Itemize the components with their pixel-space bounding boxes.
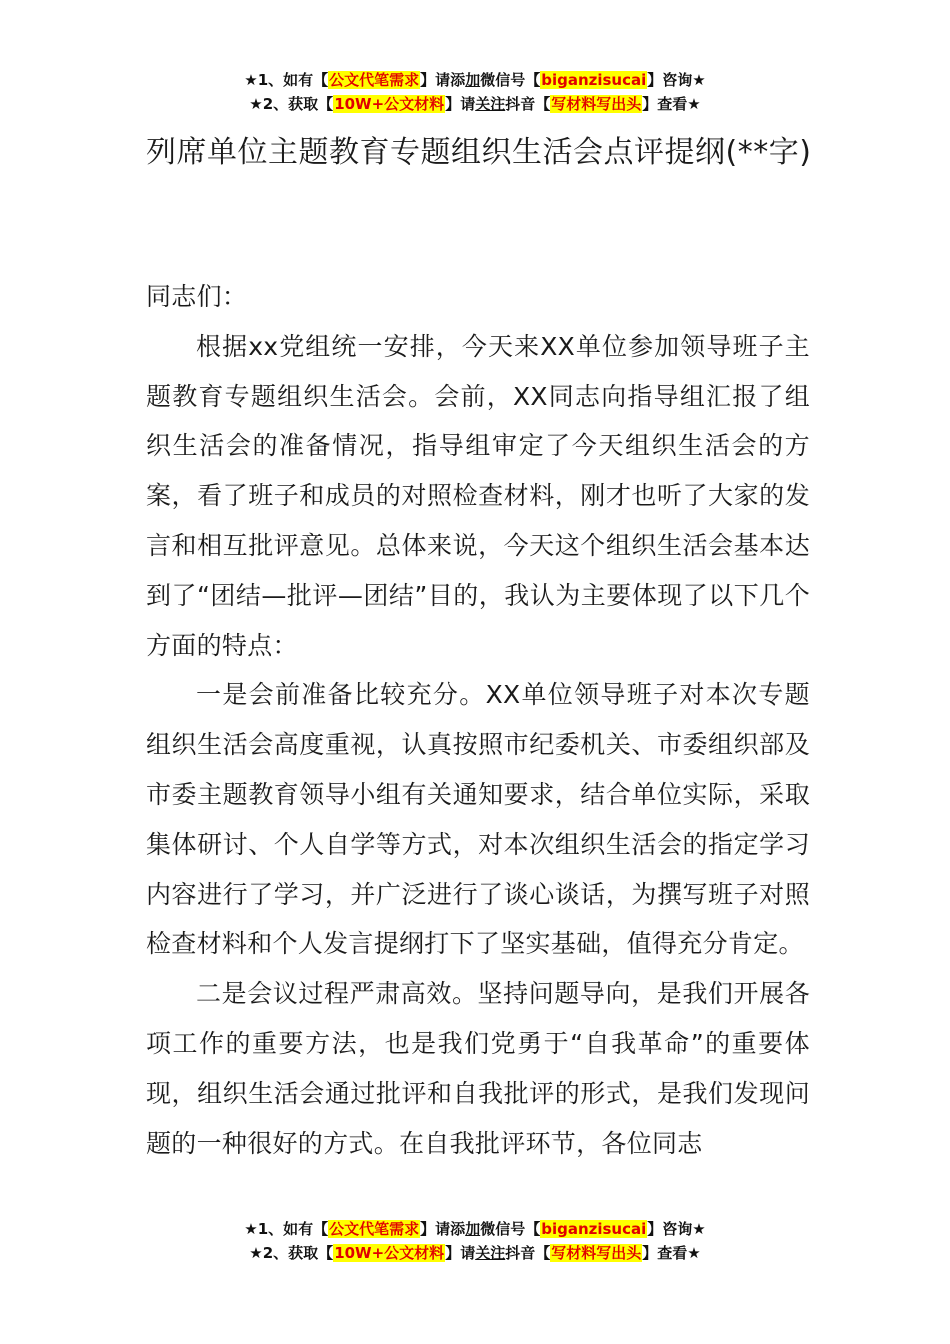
promo-banner-top	[0, 68, 950, 116]
promo-banner-bottom	[0, 1217, 950, 1265]
promo-line-2: ★2、获取【10W+公文材料】请关注抖音【写材料写出头】查看★	[249, 1244, 701, 1262]
promo-highlight: 写材料写出头	[551, 1244, 642, 1262]
promo-highlight: 公文代笔需求	[329, 71, 420, 89]
paragraph-point-1: 一是会前准备比较充分。XX单位领导班子对本次专题组织生活会高度重视，认真按照市纪委机关、市委组织部及市委主题教育领导小组有关通知要求，结合单位实际，采取集体研讨、个人自学等方式，对本次组织生活会的指定学习内容进行了学习，并广泛进行了谈心谈话，为撰写班子对照检查材料和个人发言提纲打下了坚实基础，值得充分肯定。	[146, 680, 810, 959]
promo-highlight: 写材料写出头	[551, 95, 642, 113]
promo-highlight: biganzisucai	[541, 1220, 647, 1238]
promo-line-1: ★1、如有【公文代笔需求】请添加微信号【biganzisucai】咨询★	[244, 71, 706, 89]
promo-highlight: biganzisucai	[541, 71, 647, 89]
paragraph-intro: 根据xx党组统一安排，今天来XX单位参加领导班子主题教育专题组织生活会。会前，XX同志向指导组汇报了组织生活会的准备情况，指导组审定了今天组织生活会的方案，看了班子和成员的对照检查材料，刚才也听了大家的发言和相互批评意见。总体来说，今天这个组织生活会基本达到了“团结—批评—团结”目的，我认为主要体现了以下几个方面的特点：	[146, 331, 810, 660]
promo-highlight: 10W+公文材料	[334, 95, 445, 113]
promo-line-1: ★1、如有【公文代笔需求】请添加微信号【biganzisucai】咨询★	[244, 1220, 706, 1238]
document-body	[146, 272, 810, 1168]
document-title: 列席单位主题教育专题组织生活会点评提纲(**字)	[146, 135, 812, 170]
promo-highlight: 10W+公文材料	[334, 1244, 445, 1262]
salutation: 同志们：	[146, 282, 248, 311]
promo-highlight: 公文代笔需求	[329, 1220, 420, 1238]
promo-line-2: ★2、获取【10W+公文材料】请关注抖音【写材料写出头】查看★	[249, 95, 701, 113]
paragraph-point-2: 二是会议过程严肃高效。坚持问题导向，是我们开展各项工作的重要方法，也是我们党勇于“自我革命”的重要体现，组织生活会通过批评和自我批评的形式，是我们发现问题的一种很好的方式。在自我批评环节，各位同志	[146, 979, 810, 1158]
